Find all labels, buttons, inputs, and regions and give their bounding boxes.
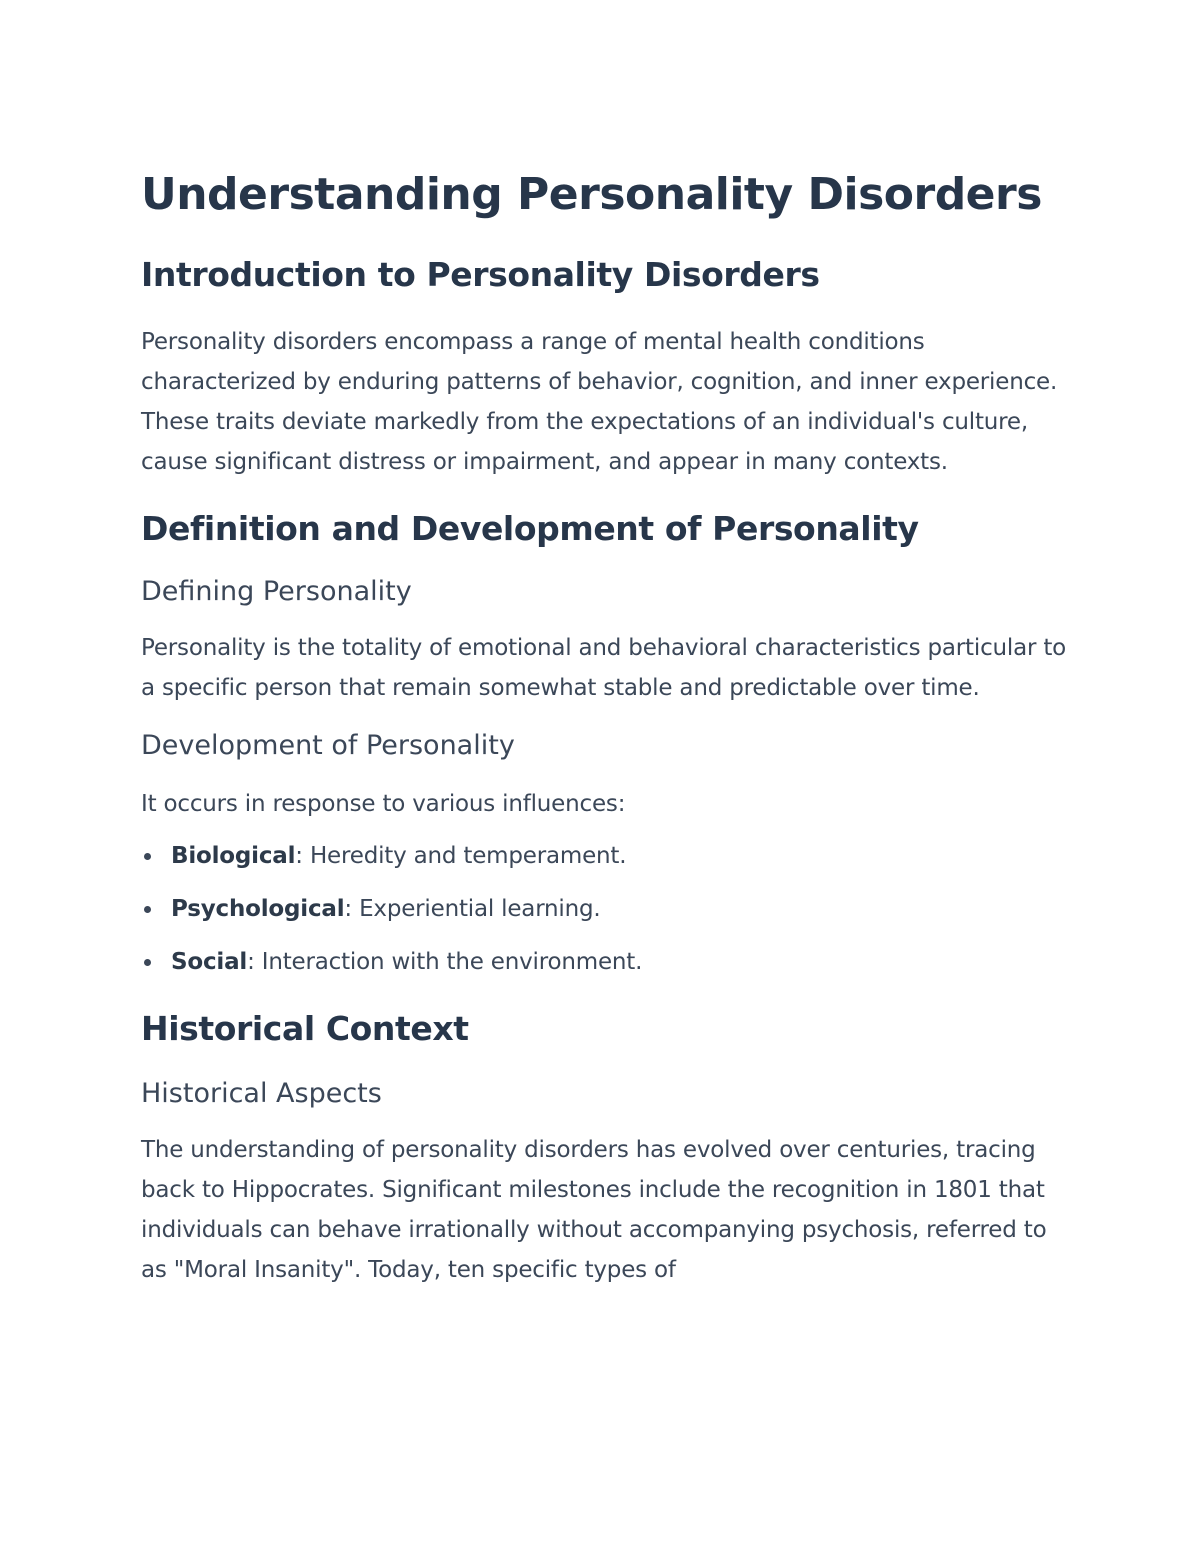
- heading-development-personality: Development of Personality: [141, 730, 515, 761]
- heading-definition-development: Definition and Development of Personality: [141, 509, 919, 548]
- list-item-term: Psychological: [171, 896, 345, 922]
- bullet-icon: [144, 906, 151, 913]
- list-item: [141, 889, 1071, 929]
- list-item-term: Biological: [171, 843, 296, 869]
- heading-defining-personality: Defining Personality: [141, 576, 412, 607]
- intro-paragraph: Personality disorders encompass a range of mental health conditions characterized by enduring patterns of behavior, cognition, and inner experience. These traits deviate markedly from the expectations of an individual's culture, cause significant distress or impairment, and appear in many contexts.: [141, 329, 1058, 475]
- list-item: [141, 836, 1071, 876]
- list-item-text: : Interaction with the environment.: [247, 949, 643, 975]
- heading-historical-aspects: Historical Aspects: [141, 1078, 382, 1109]
- defining-paragraph: Personality is the totality of emotional and behavioral characteristics particular to a specific person that remain somewhat stable and predictable over time.: [141, 635, 1067, 701]
- heading-introduction: Introduction to Personality Disorders: [141, 255, 820, 294]
- heading-historical-context: Historical Context: [141, 1009, 469, 1048]
- history-paragraph: The understanding of personality disorders has evolved over centuries, tracing back to Hippocrates. Significant milestones include the recognition in 1801 that individuals can behave irrationally without accompanying psychosis, referred to as "Moral Insanity". Today, ten specific types of: [141, 1137, 1047, 1283]
- list-item-text: : Experiential learning.: [344, 896, 601, 922]
- list-item: [141, 942, 1071, 982]
- list-item-term: Social: [171, 949, 248, 975]
- influences-list: [141, 836, 1071, 982]
- document-title: Understanding Personality Disorders: [141, 169, 1042, 220]
- bullet-icon: [144, 959, 151, 966]
- document-page: [141, 160, 1071, 1290]
- bullet-icon: [144, 853, 151, 860]
- list-item-text: : Heredity and temperament.: [295, 843, 627, 869]
- development-paragraph: It occurs in response to various influences:: [141, 791, 626, 817]
